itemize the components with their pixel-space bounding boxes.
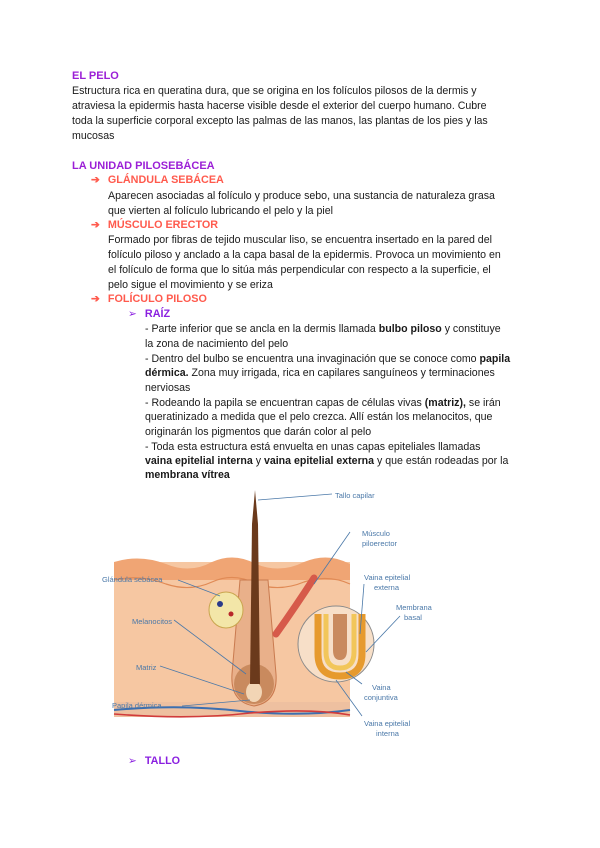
label-membrana: Membrana — [396, 603, 432, 612]
heading-tallo-text: TALLO — [144, 755, 181, 767]
label-basal: basal — [404, 613, 422, 622]
musculo-line-4: pelo sigue el movimiento y se eriza — [108, 279, 273, 291]
arrow-icon: ➔ — [91, 293, 100, 305]
label-vaina-externa-1: Vaina epitelial — [364, 573, 411, 582]
intro-line-2: atraviesa la epidermis hasta hacerse visible desde el exterior del cuerpo humano. Cubre — [72, 100, 487, 112]
heading-raiz-text: RAÍZ — [144, 308, 171, 320]
label-piloerector: piloerector — [362, 539, 398, 548]
intro-line-1: Estructura rica en queratina dura, que se origina en los folículos pilosos de la dermis y — [72, 85, 477, 97]
glandula-line-2: que vierten al folículo lubricando el pelo y la piel — [108, 205, 333, 217]
raiz-p3-line-2: queratinizado a medida que el pelo crezca. Allí están los melanocitos, que — [145, 411, 493, 423]
heading-glandula-text: GLÁNDULA SEBÁCEA — [107, 174, 224, 186]
raiz-p1-line-2: la zona de nacimiento del pelo — [145, 338, 289, 350]
section-heading-unidad: LA UNIDAD PILOSEBÁCEA — [72, 160, 215, 172]
heading-musculo — [91, 218, 218, 233]
raiz-p3-line-1: - Rodeando la papila se encuentran capas de células vivas (matriz), se irán — [145, 397, 501, 409]
intro-line-4: mucosas — [72, 130, 115, 142]
hair-shaft — [250, 490, 260, 684]
arrow-icon: ➔ — [91, 219, 100, 231]
heading-foliculo-text: FOLÍCULO PILOSO — [107, 293, 207, 305]
heading-musculo-text: MÚSCULO ERECTOR — [107, 219, 219, 231]
dermal-papilla — [246, 682, 262, 702]
triangle-bullet-icon: ➢ — [128, 755, 137, 767]
inset-hair — [333, 614, 347, 660]
label-vaina-conjuntiva-2: conjuntiva — [364, 693, 398, 702]
heading-tallo — [128, 754, 180, 769]
label-glandula: Glándula sebácea — [102, 575, 163, 584]
label-musculo: Músculo — [362, 529, 390, 538]
heading-glandula — [91, 173, 224, 188]
intro-line-3: toda la superficie corporal excepto las palmas de las manos, las plantas de los pies y las — [72, 115, 488, 127]
raiz-p2-line-2: dérmica. Zona muy irrigada, rica en capilares sanguíneos y terminaciones — [145, 367, 495, 379]
label-tallo-capilar: Tallo capilar — [335, 491, 375, 500]
raiz-p1-line-1: - Parte inferior que se ancla en la dermis llamada bulbo piloso y constituye — [145, 323, 501, 335]
raiz-p4-line-1: - Toda esta estructura está envuelta en unas capas epiteliales llamadas — [145, 441, 481, 453]
raiz-p4-line-2: vaina epitelial interna y vaina epitelial externa y que están rodeadas por la — [145, 455, 509, 467]
label-melanocitos: Melanocitos — [132, 617, 173, 626]
musculo-line-3: el folículo de forma que lo sitúa más perpendicular con respecto a la superficie, el — [108, 264, 491, 276]
hair-follicle-diagram — [100, 484, 460, 744]
page-title: EL PELO — [72, 70, 119, 82]
heading-raiz — [128, 307, 170, 322]
raiz-p2-line-1: - Dentro del bulbo se encuentra una invaginación que se conoce como papila — [145, 353, 511, 365]
label-vaina-externa-2: externa — [374, 583, 400, 592]
glandula-line-1: Aparecen asociadas al folículo y produce sebo, una sustancia de naturaleza grasa — [108, 190, 495, 202]
label-vaina-conjuntiva-1: Vaina — [372, 683, 391, 692]
raiz-p4-line-3: membrana vítrea — [145, 469, 230, 481]
musculo-line-2: folículo piloso y anclado a la capa basal de la epidermis. Provoca un movimiento en — [108, 249, 501, 261]
heading-foliculo — [91, 292, 207, 307]
raiz-p2-line-3: nerviosas — [145, 382, 191, 394]
raiz-p3-line-3: originarán los pigmentos que darán color al pelo — [145, 426, 372, 438]
triangle-bullet-icon: ➢ — [128, 308, 137, 320]
arrow-icon: ➔ — [91, 174, 100, 186]
label-vaina-interna-1: Vaina epitelial — [364, 719, 411, 728]
musculo-line-1: Formado por fibras de tejido muscular liso, se encuentra insertado en la pared del — [108, 234, 492, 246]
label-vaina-interna-2: interna — [376, 729, 399, 738]
label-papila: Papila dérmica — [112, 701, 162, 710]
label-matriz: Matriz — [136, 663, 157, 672]
sebaceous-gland — [209, 592, 243, 628]
